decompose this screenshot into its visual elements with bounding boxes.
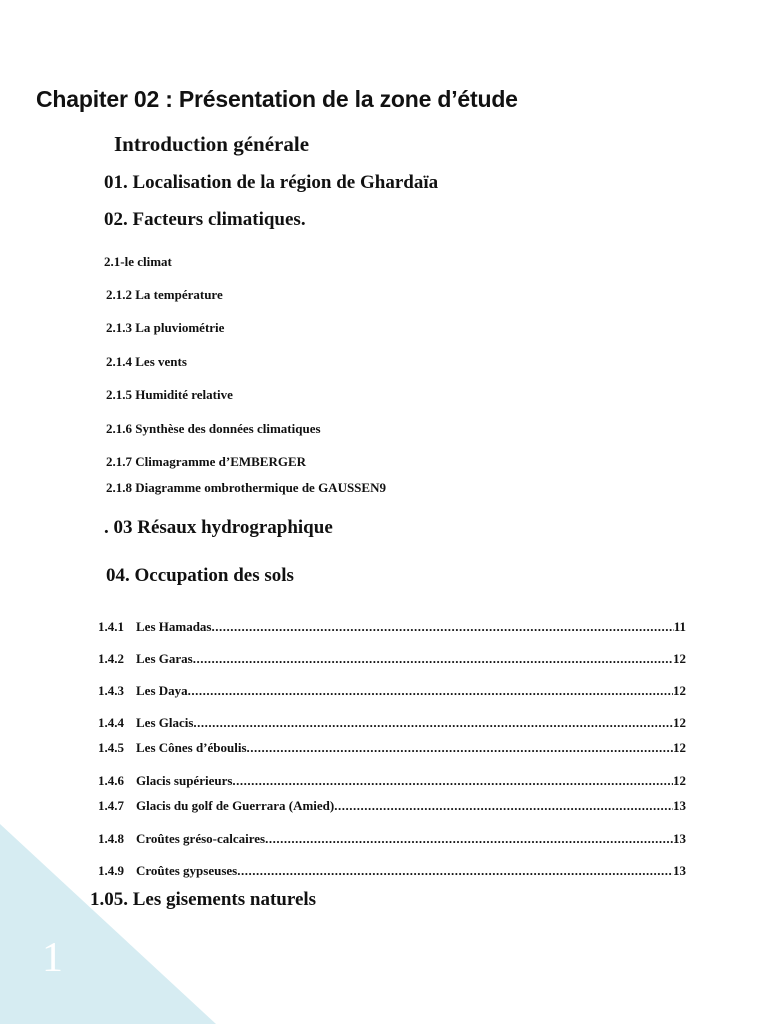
heading-localisation: 01. Localisation de la région de Ghardaïa	[104, 172, 439, 193]
toc-page: 12	[673, 683, 686, 698]
chapter-title: Chapiter 02 : Présentation de la zone d’étude	[36, 86, 518, 112]
toc-label: Glacis supérieurs	[136, 773, 233, 788]
climate-item: 2.1-le climat	[104, 254, 172, 269]
toc-number: 1.4.7	[98, 798, 124, 813]
toc-row	[98, 798, 686, 816]
toc-page: 12	[673, 715, 686, 730]
climate-item: 2.1.7 Climagramme d’EMBERGER	[106, 454, 307, 469]
corner-decoration	[0, 824, 216, 1024]
heading-reseaux-hydrographique: . 03 Résaux hydrographique	[104, 517, 333, 538]
climate-item: 2.1.8 Diagramme ombrothermique de GAUSSEN9	[106, 480, 386, 495]
toc-number: 1.4.2	[98, 651, 124, 666]
toc-label: Glacis du golf de Guerrara (Amied)	[136, 798, 335, 813]
toc-page: 13	[673, 831, 686, 846]
toc-label: Croûtes gréso-calcaires	[136, 831, 266, 846]
toc-page: 11	[673, 619, 686, 634]
climate-item: 2.1.6 Synthèse des données climatiques	[106, 421, 321, 436]
toc-leader	[188, 683, 673, 699]
heading-introduction: Introduction générale	[114, 132, 310, 156]
toc-leader	[193, 651, 673, 667]
toc-number: 1.4.6	[98, 773, 124, 788]
toc-page: 12	[673, 740, 686, 755]
toc-label: Croûtes gypseuses	[136, 863, 238, 878]
climate-item: 2.1.5 Humidité relative	[106, 387, 233, 402]
toc-page: 13	[673, 863, 686, 878]
heading-gisements-naturels: 1.05. Les gisements naturels	[90, 889, 317, 910]
toc-number: 1.4.8	[98, 831, 124, 846]
toc-label: Les Glacis	[136, 715, 194, 730]
toc-page: 13	[673, 798, 686, 813]
toc-row	[98, 773, 686, 791]
toc-row	[98, 651, 686, 669]
toc-label: Les Cônes d’éboulis	[136, 740, 247, 755]
toc-row	[98, 619, 686, 637]
toc-row	[98, 683, 686, 701]
toc-leader	[334, 798, 673, 814]
toc-row	[98, 740, 686, 758]
toc-page: 12	[673, 773, 686, 788]
climate-item: 2.1.4 Les vents	[106, 354, 187, 369]
heading-facteurs-climatiques: 02. Facteurs climatiques.	[104, 209, 306, 230]
page-number: 1	[42, 935, 63, 981]
heading-occupation-sols: 04. Occupation des sols	[106, 565, 294, 586]
toc-leader	[247, 740, 673, 756]
climate-item: 2.1.3 La pluviométrie	[106, 320, 225, 335]
toc-number: 1.4.4	[98, 715, 124, 730]
toc-label: Les Daya	[136, 683, 188, 698]
toc-row	[98, 715, 686, 733]
toc-number: 1.4.9	[98, 863, 124, 878]
toc-page: 12	[673, 651, 686, 666]
toc-leader	[211, 619, 673, 635]
toc-leader	[232, 773, 673, 789]
toc-label: Les Hamadas	[136, 619, 212, 634]
toc-leader	[237, 863, 673, 879]
toc-label: Les Garas	[136, 651, 193, 666]
toc-number: 1.4.3	[98, 683, 124, 698]
toc-number: 1.4.5	[98, 740, 124, 755]
toc-leader	[193, 715, 673, 731]
toc-leader	[265, 831, 673, 847]
toc-number: 1.4.1	[98, 619, 124, 634]
climate-item: 2.1.2 La température	[106, 287, 223, 302]
